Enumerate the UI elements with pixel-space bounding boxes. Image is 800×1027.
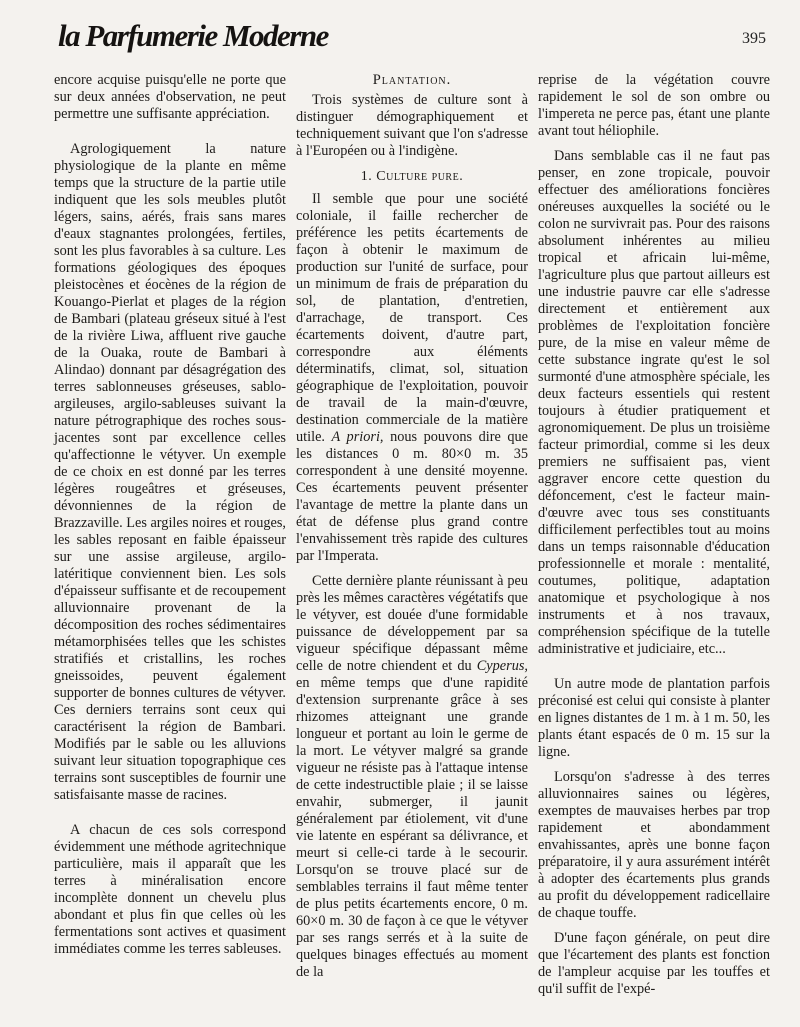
- paragraph: Trois systèmes de culture sont à distinguer démographiquement et techniquement suivant que l'on s'adresse à l'Européen ou à l'indigène.: [296, 92, 528, 159]
- paragraph: [296, 191, 528, 565]
- column-1: [54, 72, 286, 958]
- paragraph-text: en même temps que d'une rapidité d'extension surprenante grâce à ses rhizomes atteignant une grande longueur et portant au loin le germe de la mort. Le vétyver malgré sa grande vigueur ne résiste pas à l'attaque intense de cette indestructible plaie ; il se laisse envahir, submerger, il jaunit généralement par étiolement, vit d'une vie latente en espérant sa délivrance, et meurt si celle-ci tarde à le secourir. Lorsqu'on se trouve placé sur de semblables terrains il faut même tenter de plus petits écartements encore, 0 m. 60×0 m. 30 de façon à ce que le vétyver par ses rangs serrés et à la suite de quelques binages effectués au moment de la: [296, 675, 528, 980]
- italic-text: Cyperus,: [476, 658, 528, 674]
- column-2: [296, 72, 528, 981]
- paragraph: Un autre mode de plantation parfois préconisé est celui qui consiste à planter en lignes distantes de 1 m. à 1 m. 50, les plants étant espacés de 0 m. 15 sur la ligne.: [538, 676, 770, 760]
- paragraph: A chacun de ces sols correspond évidemment une méthode agritechnique particulière, mais il apparaît que les terres à minéralisation encore incomplète donnent un chevelu plus abondant et plus fin que celles où les fermentations sont actives et quasiment immédiates comme les terres sableuses.: [54, 822, 286, 957]
- paragraph-text: Cette dernière plante réunissant à peu près les mêmes caractères végétatifs que le vétyver, est douée d'une formidable puissance de développement par sa vigueur spécifique dépassant même celle de notre chiendent et du: [296, 573, 528, 674]
- paragraph: D'une façon générale, on peut dire que l'écartement des plants est fonction de l'ampleur acquise par les touffes et qu'il suffit de l'expé-: [538, 930, 770, 997]
- paragraph: Dans semblable cas il ne faut pas penser, en zone tropicale, pouvoir effectuer des améliorations foncières onéreuses auxquelles la société ou le colon ne survivrait pas. Pour des raisons absolument inhérentes au milieu tropical et africain lui-même, l'agriculture plus que partout ailleurs est une industrie pauvre car elle s'adresse directement et entièrement aux problèmes de l'exploitation foncière pure, de la mise en valeur même de cette substance ingrate qu'est le sol surmonté d'une atmosphère spéciale, les deux facteurs essentiels qui restent toujours à étudier pratiquement et agronomiquement. De plus un troisième facteur primordial, comme si les deux premiers ne suffisaient pas, vient aggraver encore cette question du défoncement, c'est le facteur main-d'œuvre avec tous ses constituants difficilement perfectibles tout au moins dans un temps raisonnable d'éducation professionnelle et morale : mentalité, coutumes, politique, adaptation anatomique et psychologique à nos instruments et à nos travaux, compréhension spécifique de la tutelle administrative et judiciaire, etc...: [538, 148, 770, 657]
- paragraph: [296, 573, 528, 981]
- paragraph-text: nous pouvons dire que les distances 0 m. 80×0 m. 35 correspondent à une densité moyenne. Ces écartements peuvent présenter l'avantage de mettre la plante dans un état de défense plus grand contre l'envahissement très rapide des cultures par l'Imperata.: [296, 429, 529, 564]
- masthead-logo: la Parfumerie Moderne: [58, 18, 328, 53]
- section-heading: Plantation.: [372, 72, 452, 88]
- page-number: 395: [742, 30, 766, 47]
- paragraph-text: Il semble que pour une société coloniale, il faille rechercher de préférence les petits écartements de façon à obtenir le maximum de production sur l'unité de surface, pour un minimum de frais de préparation du sol, de plantation, d'entretien, d'arrachage, de transport. Ces écartements doivent, d'autre part, correspondre aux éléments déterminatifs, climat, sol, situation géographique de l'exploitation, pouvoir de travail de la main-d'œuvre, destination commerciale de la matière utile.: [296, 191, 528, 445]
- subsection-heading: 1. Culture pure.: [360, 169, 464, 184]
- paragraph: Lorsqu'on s'adresse à des terres alluvionnaires saines ou légères, exemptes de mauvaises herbes par trop rapidement et abondamment envahissantes, après une bonne façon préparatoire, il y aura assurément intérêt à adopter des écartements plus grands au profit du développement radicellaire de chaque touffe.: [538, 769, 770, 921]
- paragraph: Agrologiquement la nature physiologique de la plante en même temps que la structure de la partie utile indiquent que les sols meubles plutôt légers, sains, aérés, frais sans mares d'eaux stagnantes prolongées, fertiles, sont les plus favorables à sa culture. Les formations géologiques des époques pleistocènes et éocènes de la région de Kouango-Pierlat et plages de la région de Bambari (plateau gréseux situé à l'est de la rivière Liwa, affluent rive gauche de la Ouaka, route de Bambari à Alindao) donnant par désagrégation des terres sablonneuses gréseuses, sablo-argileuses, argilo-sableuses suivant la nature pétrographique des roches sous-jacentes sont par excellence celles qu'affectionne le vétyver. Un exemple de ce choix en est donné par les terres légères rougeâtres et gréseuses, dévonniennes de la région de Brazzaville. Les argiles noires et rouges, les sables reposant en faible épaisseur sur une assise argileuse, argilo-latéritique conviennent bien. Les sols d'épaisseur suffisante et de recoupement alluvionnaire provenant de la décomposition des roches sédimentaires métamorphisées telles que les schistes stratifiés et cristallins, les roches gneissoides, peuvent également supporter de bonnes cultures de vétyver. Ces derniers terrains sont ceux qui caractérisent la région de Bambari. Modifiés par le sable ou les alluvions suivant leur situation topographique ces terrains sont susceptibles de fournir une satisfaisante masse de racines.: [54, 141, 286, 803]
- italic-text: A priori,: [331, 429, 384, 445]
- paragraph: encore acquise puisqu'elle ne porte que sur deux années d'observation, ne peut permettre une suffisante appréciation.: [54, 72, 286, 122]
- column-3: [538, 72, 770, 998]
- paragraph: reprise de la végétation couvre rapidement le sol de son ombre ou l'impereta ne perce pas, étant une plante avant tout héliophile.: [538, 72, 770, 139]
